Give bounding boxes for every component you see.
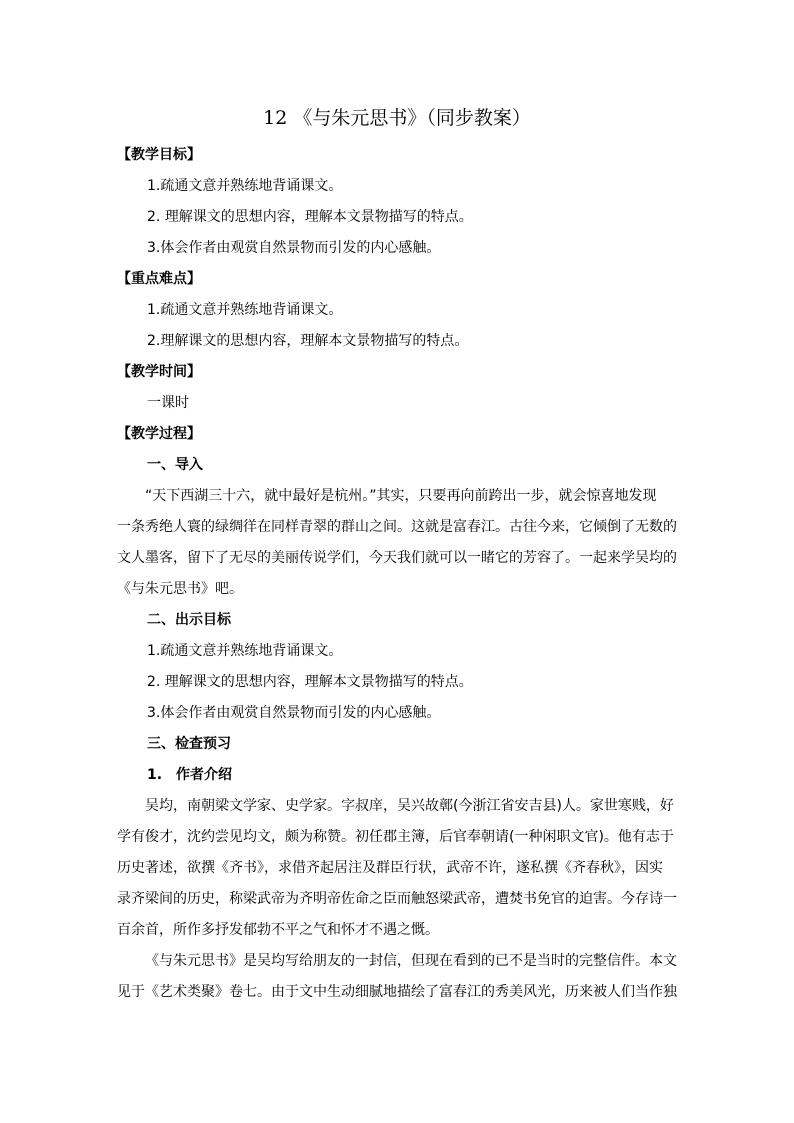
section-heading-key-points: 【重点难点】 (117, 271, 201, 287)
target-item: 2. 理解课文的思想内容，理解本文景物描写的特点。 (147, 674, 473, 690)
teaching-time: 一课时 (147, 395, 189, 411)
section-heading-time: 【教学时间】 (117, 364, 201, 380)
paragraph-line: 文人墨客，留下了无尽的美丽传说学们，今天我们就可以一睹它的芳容了。一起来学吴均的 (117, 550, 677, 566)
paragraph-line: 录齐梁间的历史，称梁武帝为齐明帝佐命之臣而触怒梁武帝，遭焚书免官的迫害。今存诗一 (117, 891, 677, 907)
paragraph-line: 《与朱元思书》吧。 (117, 581, 243, 597)
subheading-intro: 一、导入 (147, 457, 203, 473)
document-body (117, 140, 677, 1008)
paragraph-line: 一条秀绝人寰的绿绸徉在同样青翠的群山之间。这就是富春江。古往今来，它倾倒了无数的 (117, 519, 677, 535)
paragraph-line: 历史著述，欲撰《齐书》，求借齐起居注及群臣行状，武帝不许，遂私撰《齐春秋》，因实 (117, 860, 663, 876)
section-heading-goals: 【教学目标】 (117, 147, 201, 163)
intro-paragraph (117, 481, 677, 605)
target-item: 3.体会作者由观赏自然景物而引发的内心感触。 (147, 705, 441, 721)
paragraph-line: 见于《艺术类聚》卷七。由于文中生动细腻地描绘了富春江的秀美风光，历来被人们当作独 (117, 984, 677, 1000)
paragraph-line: 吴均，南朝梁文学家、史学家。字叔庠，吴兴故鄣(今浙江省安吉县)人。家世寒贱，好 (145, 798, 674, 814)
goal-item: 3.体会作者由观赏自然景物而引发的内心感触。 (147, 240, 441, 256)
goal-item: 1.疏通文意并熟练地背诵课文。 (147, 178, 343, 194)
author-paragraph (117, 791, 677, 946)
subheading-author: 1. 作者介绍 (147, 767, 233, 783)
target-item: 1.疏通文意并熟练地背诵课文。 (147, 643, 343, 659)
subheading-targets: 二、出示目标 (147, 612, 231, 628)
paragraph-line: “天下西湖三十六，就中最好是杭州。”其实，只要再向前跨出一步，就会惊喜地发现 (145, 488, 657, 504)
document-title: 12 《与朱元思书》（同步教案） (263, 107, 531, 129)
paragraph-line: 《与朱元思书》是吴均写给朋友的一封信，但现在看到的已不是当时的完整信件。本文 (145, 953, 677, 969)
section-heading-process: 【教学过程】 (117, 426, 201, 442)
key-point-item: 2.理解课文的思想内容，理解本文景物描写的特点。 (147, 333, 469, 349)
work-paragraph (117, 946, 677, 1008)
paragraph-line: 学有俊才，沈约尝见均文，颇为称赞。初任郡主簿，后官奉朝请(一种闲职文官)。他有志于 (117, 829, 674, 845)
goal-item: 2. 理解课文的思想内容，理解本文景物描写的特点。 (147, 209, 473, 225)
subheading-preview: 三、检查预习 (147, 736, 231, 752)
paragraph-line: 百余首，所作多抒发郁勃不平之气和怀才不遇之慨。 (117, 922, 439, 938)
key-point-item: 1.疏通文意并熟练地背诵课文。 (147, 302, 343, 318)
